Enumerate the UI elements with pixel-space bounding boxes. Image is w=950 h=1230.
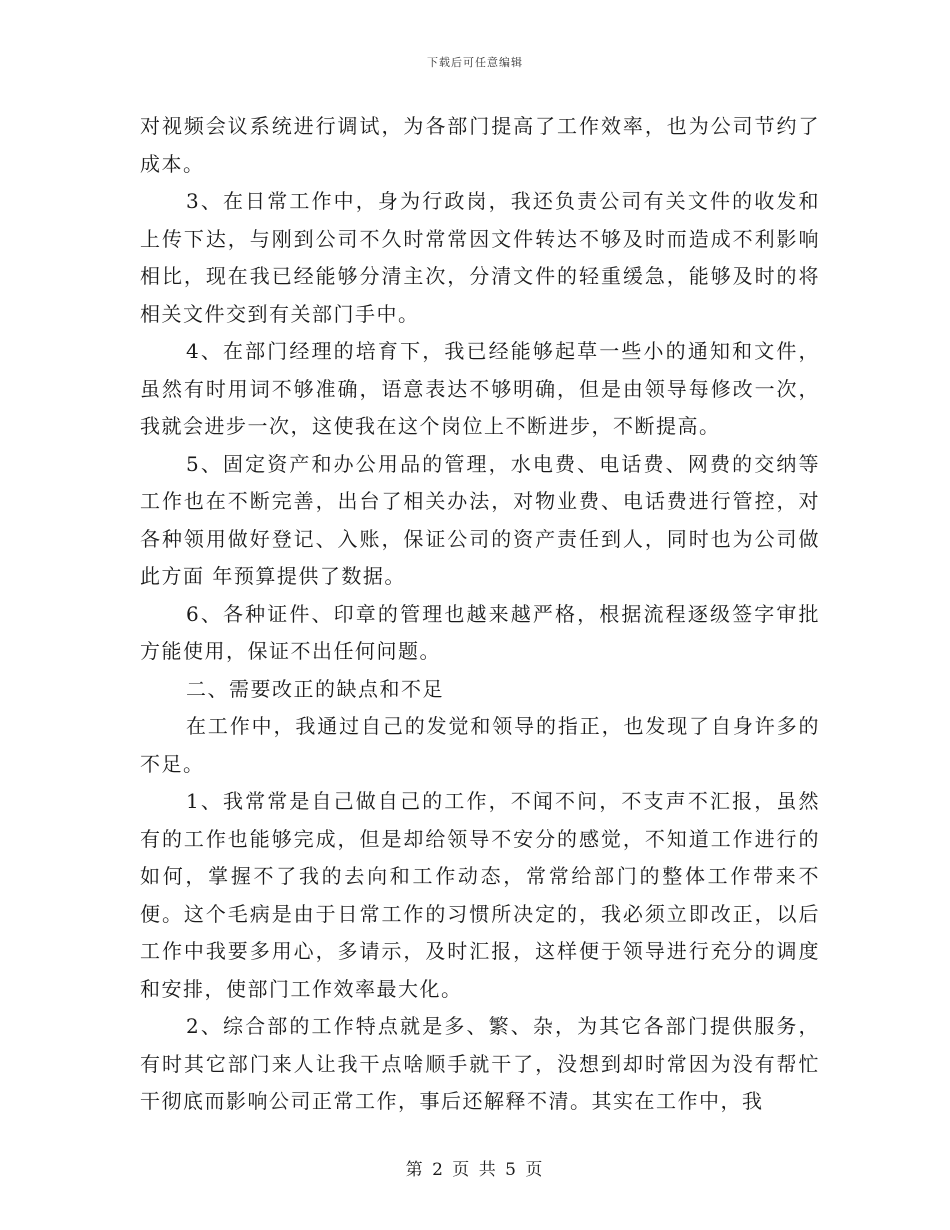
paragraph: 5、固定资产和办公用品的管理，水电费、电话费、网费的交纳等工作也在不断完善，出台了相关办法，对物业费、电话费进行管控，对各种领用做好登记、入账，保证公司的资产责任到人，同时也为公司做此方面 年预算提供了数据。 — [140, 451, 820, 588]
paragraph: 3、在日常工作中，身为行政岗，我还负责公司有关文件的收发和上传下达，与刚到公司不久时常常因文件转达不够及时而造成不利影响相比，现在我已经能够分清主次，分清文件的轻重缓急，能够及时的将相关文件交到有关部门手中。 — [140, 189, 820, 326]
paragraph: 对视频会议系统进行调试，为各部门提高了工作效率，也为公司节约了成本。 — [140, 114, 820, 176]
section-heading: 二、需要改正的缺点和不足 — [186, 676, 444, 701]
paragraph: 1、我常常是自己做自己的工作，不闻不问，不支声不汇报，虽然有的工作也能够完成，但是却给领导不安分的感觉，不知道工作进行的如何，掌握不了我的去向和工作动态，常常给部门的整体工作带来不便。这个毛病是由于日常工作的习惯所决定的，我必须立即改正，以后工作中我要多用心，多请示，及时汇报，这样便于领导进行充分的调度和安排，使部门工作效率最大化。 — [140, 789, 820, 1001]
paragraph: 2、综合部的工作特点就是多、繁、杂，为其它各部门提供服务，有时其它部门来人让我干点啥顺手就干了，没想到却时常因为没有帮忙干彻底而影响公司正常工作，事后还解释不清。其实在工作中，我 — [140, 1014, 820, 1113]
paragraph: 6、各种证件、印章的管理也越来越严格，根据流程逐级签字审批方能使用，保证不出任何问题。 — [140, 601, 820, 663]
paragraph: 4、在部门经理的培育下，我已经能够起草一些小的通知和文件，虽然有时用词不够准确，语意表达不够明确，但是由领导每修改一次，我就会进步一次，这使我在这个岗位上不断进步，不断提高。 — [140, 339, 820, 438]
paragraph: 在工作中，我通过自己的发觉和领导的指正，也发现了自身许多的不足。 — [140, 714, 820, 776]
document-body — [140, 108, 820, 1121]
page-header: 下载后可任意编辑 — [427, 56, 523, 69]
page-footer: 第 2 页 共 5 页 — [405, 1160, 545, 1180]
